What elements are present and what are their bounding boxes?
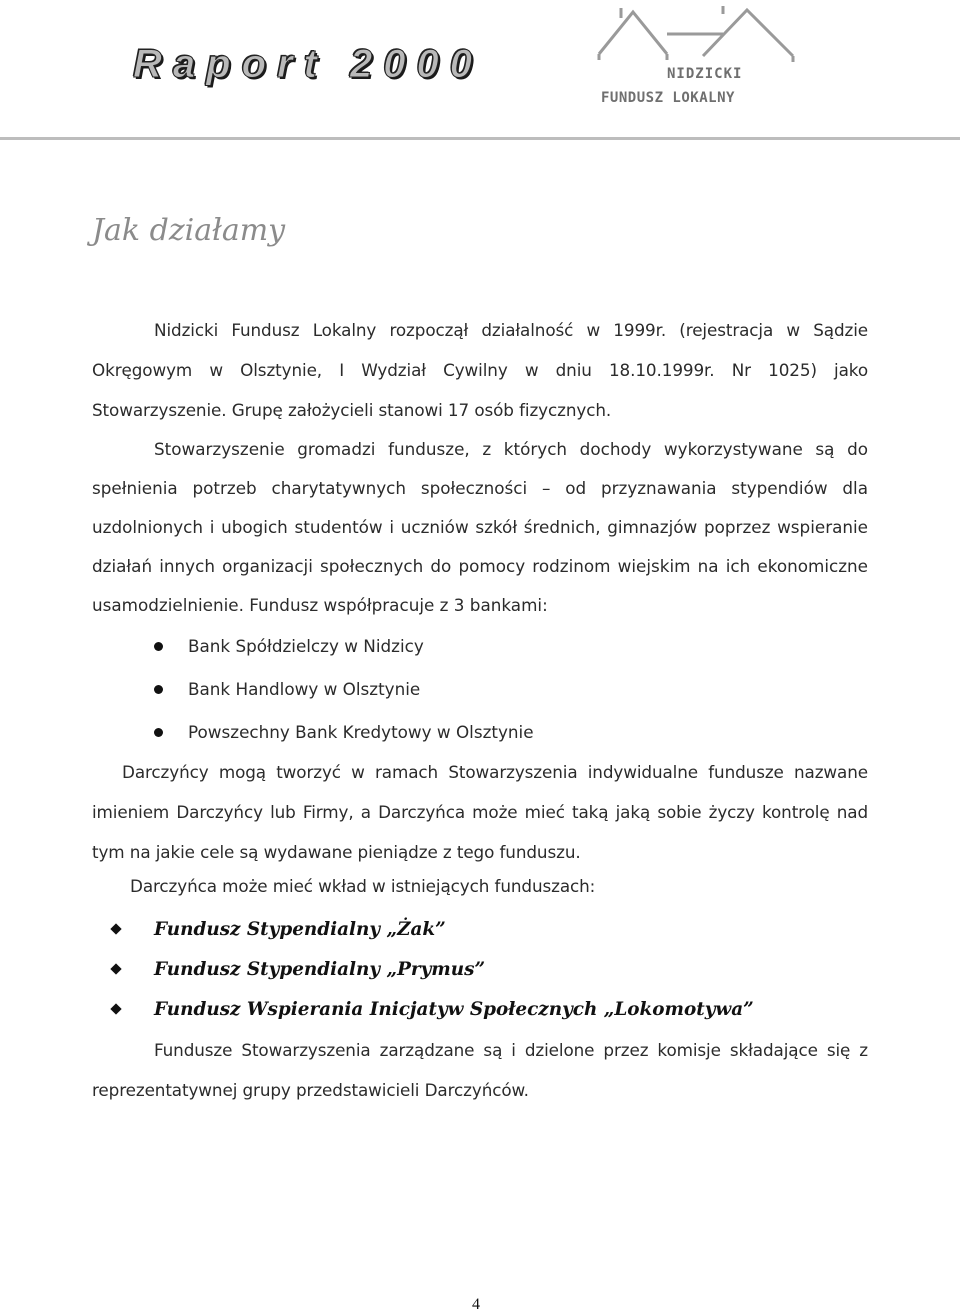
list-item: [108, 990, 754, 1030]
bank-name: Bank Handlowy w Olsztynie: [188, 679, 421, 699]
funds-list: [108, 910, 754, 1030]
list-item: [108, 910, 754, 950]
bank-name: Bank Spółdzielczy w Nidzicy: [188, 636, 424, 656]
nidzicki-fund-logo: [595, 4, 800, 110]
donors-paragraph: Darczyńcy mogą tworzyć w ramach Stowarzyszenia indywidualne fundusze nazwane imieniem Darczyńcy lub Firmy, a Darczyńca może mieć taką jaką sobie życzy kontrolę nad tym na jakie cele są wydawane pieniądze z tego funduszu.: [92, 762, 868, 862]
mission-paragraph: Stowarzyszenie gromadzi fundusze, z których dochody wykorzystywane są do spełnienia potrzeb charytatywnych społeczności – od przyznawania stypendiów dla uzdolnionych i ubogich studentów i uczniów szkół średnich, gimnazjów poprzez wspieranie działań innych organizacji społecznych do pomocy rodzinom wiejskim na ich ekonomiczne usamodzielnienie. Fundusz współpracuje z 3 bankami:: [92, 439, 868, 615]
list-item: [108, 950, 754, 990]
list-item: [92, 668, 534, 711]
diamond-bullet-icon: [110, 1003, 121, 1014]
fund-name: Fundusz Wspierania Inicjatyw Społecznych „Lokomotywa”: [154, 999, 754, 1020]
bullet-dot-icon: [154, 685, 163, 694]
funds-intro-paragraph: Darczyńca może mieć wkład w istniejących funduszach:: [130, 876, 596, 896]
closing-paragraph: Fundusze Stowarzyszenia zarządzane są i dzielone przez komisje składające się z reprezentatywnej grupy przedstawicieli Darczyńców.: [92, 1040, 868, 1100]
report-header-title: Raport 2000: [133, 42, 483, 86]
logo-line1: NIDZICKI: [667, 66, 743, 82]
fund-name: Fundusz Stypendialny „Prymus”: [154, 959, 486, 980]
list-item: [92, 711, 534, 754]
header-divider: [0, 137, 960, 140]
bullet-dot-icon: [154, 728, 163, 737]
logo-line2: FUNDUSZ LOKALNY: [601, 90, 735, 106]
bullet-dot-icon: [154, 642, 163, 651]
diamond-bullet-icon: [110, 923, 121, 934]
section-title: Jak działamy: [92, 213, 286, 248]
page-number: 4: [472, 1296, 480, 1313]
fund-name: Fundusz Stypendialny „Żak”: [154, 919, 446, 940]
list-item: [92, 625, 534, 668]
diamond-bullet-icon: [110, 963, 121, 974]
banks-list: [92, 625, 534, 754]
intro-paragraph: Nidzicki Fundusz Lokalny rozpoczął działalność w 1999r. (rejestracja w Sądzie Okręgowym w Olsztynie, I Wydział Cywilny w dniu 18.10.1999r. Nr 1025) jako Stowarzyszenie. Grupę założycieli stanowi 17 osób fizycznych.: [92, 320, 868, 420]
bank-name: Powszechny Bank Kredytowy w Olsztynie: [188, 722, 534, 742]
